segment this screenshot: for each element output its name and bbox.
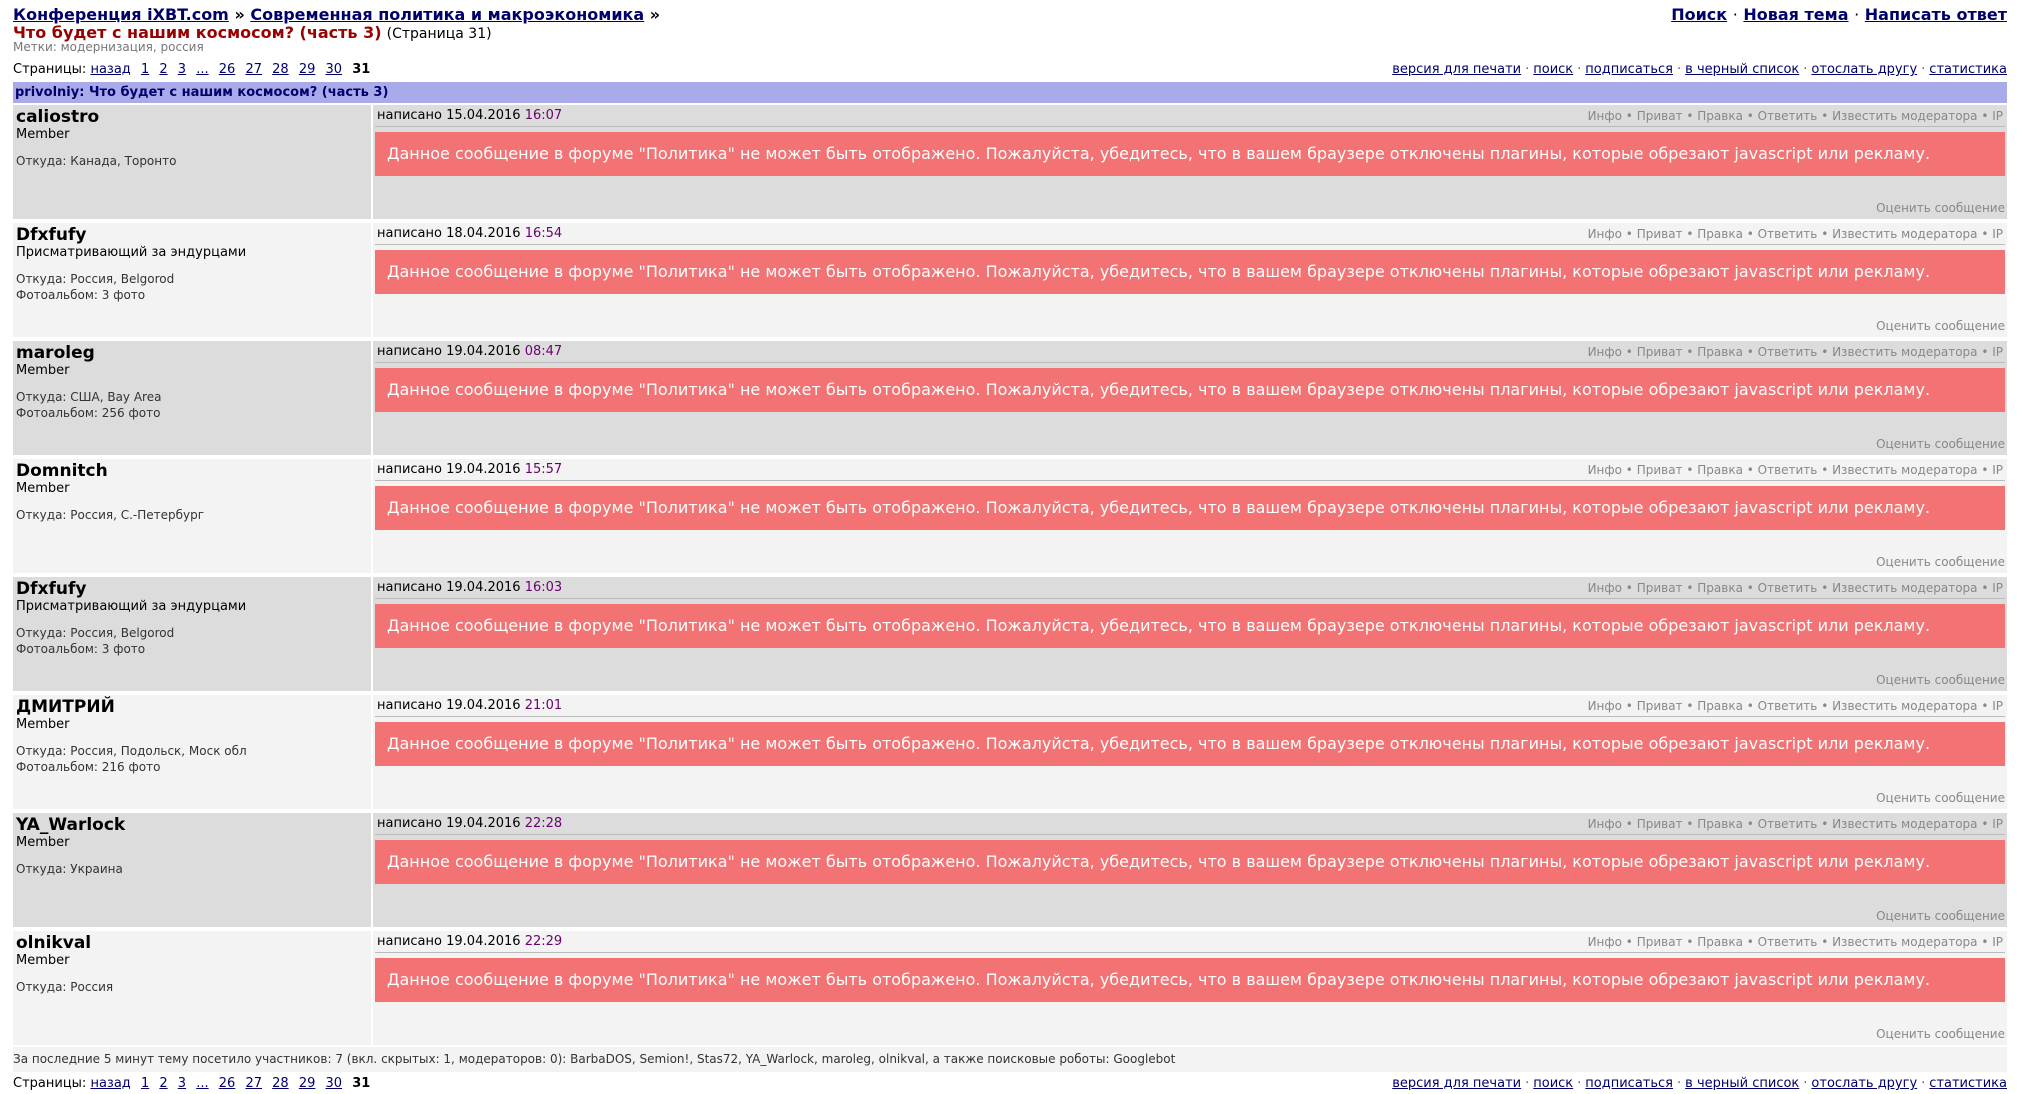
post-author [13,105,371,219]
pager-current-page: 31 [352,1076,371,1091]
author-name[interactable]: ДМИТРИЙ [16,697,115,717]
post [13,929,2007,1047]
blacklist-link[interactable]: в черный список [1685,1076,1800,1091]
post-meta [377,344,562,359]
blacklist-link[interactable]: в черный список [1685,62,1800,77]
rate-post-link[interactable]: Оценить сообщение [1876,201,2005,215]
pager-page-link[interactable]: 30 [325,1076,343,1091]
separator-dot: · [1577,1076,1582,1091]
author-name[interactable]: Dfxfufy [16,579,87,599]
pager-label: Страницы: [13,62,87,77]
author-rank: Member [16,481,70,496]
author-location: Откуда: Россия, С.-Петербург [16,508,205,522]
new-topic-link[interactable]: Новая тема [1743,5,1849,24]
author-rank: Member [16,953,70,968]
written-label: написано [377,462,442,477]
thread-header-bar: privolniy: Что будет с нашим космосом? (часть 3) [13,82,2007,103]
search-link[interactable]: Поиск [1671,5,1728,24]
breadcrumb-separator: » [649,5,661,24]
post-time: 15:57 [524,462,563,477]
post-date: 15.04.2016 [446,108,521,123]
pager [13,62,370,77]
post-tools[interactable]: Инфо • Приват • Правка • Ответить • Известить модератора • IP [1587,463,2003,477]
posts-list [13,103,2007,1047]
post-time: 16:54 [524,226,563,241]
blocked-message: Данное сообщение в форуме "Политика" не может быть отображено. Пожалуйста, убедитесь, что в вашем браузере отключены плагины, которые обрезают javascript или рекламу. [375,840,2005,884]
post-time: 08:47 [524,344,563,359]
pager-page-link[interactable]: 1 [140,1076,150,1091]
pager-row-bottom [13,1072,2007,1094]
author-location: Откуда: Украина [16,862,123,876]
post-time: 21:01 [524,698,563,713]
post [13,221,2007,339]
written-label: написано [377,934,442,949]
separator-dot: · [1921,1076,1926,1091]
forum-page [13,0,2007,1094]
pager-row-top [13,58,2007,80]
post-date: 19.04.2016 [446,344,521,359]
blocked-message: Данное сообщение в форуме "Политика" не может быть отображено. Пожалуйста, убедитесь, что в вашем браузере отключены плагины, которые обрезают javascript или рекламу. [375,250,2005,294]
print-version-link[interactable]: версия для печати [1392,62,1522,77]
post-body [373,459,2007,573]
post-author [13,813,371,927]
author-album[interactable]: Фотоальбом: 256 фото [16,406,161,420]
top-actions [1671,5,2007,24]
pager-label: Страницы: [13,1076,87,1091]
author-album[interactable]: Фотоальбом: 3 фото [16,288,146,302]
author-location: Откуда: Россия, Belgorod [16,272,175,286]
pager-ellipsis-link[interactable]: ... [196,1076,209,1091]
pager-back-link[interactable]: назад [90,62,131,77]
pager-page-link[interactable]: 2 [159,62,168,77]
subscribe-link[interactable]: подписаться [1585,62,1674,77]
rate-post-link[interactable]: Оценить сообщение [1876,437,2005,451]
post-body [373,577,2007,691]
post [13,457,2007,575]
post [13,339,2007,457]
post-body [373,695,2007,809]
post-meta [377,462,562,477]
thread-tags: Метки: модернизация, россия [13,40,204,54]
post-tools[interactable]: Инфо • Приват • Правка • Ответить • Известить модератора • IP [1587,581,2003,595]
send-to-friend-link[interactable]: отослать другу [1811,1076,1918,1091]
post-tools[interactable]: Инфо • Приват • Правка • Ответить • Известить модератора • IP [1587,699,2003,713]
blocked-message: Данное сообщение в форуме "Политика" не может быть отображено. Пожалуйста, убедитесь, что в вашем браузере отключены плагины, которые обрезают javascript или рекламу. [375,368,2005,412]
write-reply-link[interactable]: Написать ответ [1864,5,2007,24]
page-indicator: (Страница 31) [386,26,492,42]
author-rank: Member [16,835,70,850]
author-name[interactable]: Domnitch [16,461,108,481]
post [13,103,2007,221]
author-rank: Member [16,363,70,378]
post-meta [377,934,562,949]
post [13,575,2007,693]
post-tools[interactable]: Инфо • Приват • Правка • Ответить • Известить модератора • IP [1587,227,2003,241]
page-header [13,0,2007,58]
divider [375,480,2005,481]
post-author [13,577,371,691]
separator-dot: · [1921,62,1926,77]
author-name[interactable]: Dfxfufy [16,225,87,245]
author-rank: Member [16,127,70,142]
post-body [373,105,2007,219]
pager-page-link[interactable]: 28 [272,1076,289,1091]
post-body [373,813,2007,927]
rate-post-link[interactable]: Оценить сообщение [1876,319,2005,333]
author-album[interactable]: Фотоальбом: 216 фото [16,760,161,774]
pager-page-link[interactable]: 27 [245,62,262,77]
author-location: Откуда: Россия [16,980,114,994]
blocked-message: Данное сообщение в форуме "Политика" не может быть отображено. Пожалуйста, убедитесь, что в вашем браузере отключены плагины, которые обрезают javascript или рекламу. [375,132,2005,176]
written-label: написано [377,108,442,123]
pager-page-link[interactable]: 29 [298,62,316,77]
post-body [373,341,2007,455]
post-tools[interactable]: Инфо • Приват • Правка • Ответить • Известить модератора • IP [1587,345,2003,359]
post-tools[interactable]: Инфо • Приват • Правка • Ответить • Известить модератора • IP [1587,109,2003,123]
rate-post-link[interactable]: Оценить сообщение [1876,791,2005,805]
send-to-friend-link[interactable]: отослать другу [1811,62,1918,77]
written-label: написано [377,580,442,595]
written-label: написано [377,226,442,241]
blocked-message: Данное сообщение в форуме "Политика" не может быть отображено. Пожалуйста, убедитесь, что в вашем браузере отключены плагины, которые обрезают javascript или рекламу. [375,486,2005,530]
post-author [13,459,371,573]
divider [375,716,2005,717]
breadcrumb [13,5,660,24]
pager-current-page: 31 [352,62,371,77]
pager-ellipsis-link[interactable]: ... [196,62,209,77]
separator-dot: · [1803,62,1808,77]
pager-page-link[interactable]: 28 [272,62,289,77]
author-location: Откуда: Канада, Торонто [16,154,177,168]
pager-page-link[interactable]: 3 [177,1076,187,1091]
pager-page-link[interactable]: 26 [218,1076,236,1091]
pager-back-link[interactable]: назад [90,1076,131,1091]
post-author [13,341,371,455]
post-meta [377,816,562,831]
divider [375,598,2005,599]
author-album[interactable]: Фотоальбом: 3 фото [16,642,146,656]
author-rank: Присматривающий за эндурцами [16,245,247,260]
post-date: 19.04.2016 [446,698,521,713]
separator-dot: · [1803,1076,1808,1091]
post-author [13,931,371,1045]
author-location: Откуда: США, Bay Area [16,390,162,404]
author-location: Откуда: Россия, Belgorod [16,626,175,640]
breadcrumb-forum-link[interactable]: Конференция iXBT.com [13,5,229,24]
rate-post-link[interactable]: Оценить сообщение [1876,909,2005,923]
post [13,811,2007,929]
post-date: 18.04.2016 [446,226,521,241]
rate-post-link[interactable]: Оценить сообщение [1876,673,2005,687]
post-time: 16:03 [524,580,563,595]
pager-page-link[interactable]: 3 [177,62,187,77]
post-time: 22:29 [524,934,563,949]
separator-dot: · [1525,62,1530,77]
author-rank: Присматривающий за эндурцами [16,599,247,614]
divider [375,244,2005,245]
post-time: 22:28 [524,816,563,831]
pager-page-link[interactable]: 29 [298,1076,316,1091]
post [13,693,2007,811]
written-label: написано [377,344,442,359]
divider [375,834,2005,835]
post-date: 19.04.2016 [446,816,521,831]
pager-page-link[interactable]: 26 [218,62,236,77]
rate-post-link[interactable]: Оценить сообщение [1876,555,2005,569]
pager-page-link[interactable]: 1 [140,62,150,77]
post-meta [377,108,562,123]
post-date: 19.04.2016 [446,462,521,477]
pager-page-link[interactable]: 27 [245,1076,262,1091]
recent-visitors: За последние 5 минут тему посетило участников: 7 (вкл. скрытых: 1, модераторов: 0): BarbaDOS, Semion!, Stas72, YA_Warlock, maroleg, olnikval, а также поисковые роботы: Googlebot [13,1047,2007,1072]
breadcrumb-section-link[interactable]: Современная политика и макроэкономика [250,5,645,24]
divider [375,362,2005,363]
written-label: написано [377,698,442,713]
pager-page-link[interactable]: 30 [325,62,343,77]
post-meta [377,580,562,595]
author-name[interactable]: YA_Warlock [16,815,126,835]
author-rank: Member [16,717,70,732]
blocked-message: Данное сообщение в форуме "Политика" не может быть отображено. Пожалуйста, убедитесь, что в вашем браузере отключены плагины, которые обрезают javascript или рекламу. [375,958,2005,1002]
written-label: написано [377,816,442,831]
statistics-link[interactable]: статистика [1929,62,2007,77]
post-tools[interactable]: Инфо • Приват • Правка • Ответить • Известить модератора • IP [1587,817,2003,831]
post-date: 19.04.2016 [446,934,521,949]
separator-dot: · [1854,5,1860,24]
separator-dot: · [1732,5,1738,24]
separator-dot: · [1677,1076,1682,1091]
blocked-message: Данное сообщение в форуме "Политика" не может быть отображено. Пожалуйста, убедитесь, что в вашем браузере отключены плагины, которые обрезают javascript или рекламу. [375,604,2005,648]
post-meta [377,698,562,713]
author-name[interactable]: caliostro [16,107,100,127]
post-time: 16:07 [524,108,563,123]
thread-search-link[interactable]: поиск [1533,62,1574,77]
post-author [13,223,371,337]
statistics-link[interactable]: статистика [1929,1076,2007,1091]
separator-dot: · [1525,1076,1530,1091]
subscribe-link[interactable]: подписаться [1585,1076,1674,1091]
thread-links [1392,62,2007,77]
author-location: Откуда: Россия, Подольск, Моск обл [16,744,247,758]
print-version-link[interactable]: версия для печати [1392,1076,1522,1091]
rate-post-link[interactable]: Оценить сообщение [1876,1027,2005,1041]
pager-page-link[interactable]: 2 [159,1076,168,1091]
separator-dot: · [1677,62,1682,77]
divider [375,126,2005,127]
pager [13,1076,370,1091]
separator-dot: · [1577,62,1582,77]
breadcrumb-separator: » [234,5,245,24]
post-date: 19.04.2016 [446,580,521,595]
post-meta [377,226,562,241]
post-author [13,695,371,809]
post-body [373,223,2007,337]
thread-search-link[interactable]: поиск [1533,1076,1574,1091]
thread-links [1392,1076,2007,1091]
author-name[interactable]: olnikval [16,933,92,953]
thread-title: Что будет с нашим космосом? (часть 3) [13,23,382,42]
author-name[interactable]: maroleg [16,343,95,363]
post-tools[interactable]: Инфо • Приват • Правка • Ответить • Известить модератора • IP [1587,935,2003,949]
blocked-message: Данное сообщение в форуме "Политика" не может быть отображено. Пожалуйста, убедитесь, что в вашем браузере отключены плагины, которые обрезают javascript или рекламу. [375,722,2005,766]
post-body [373,931,2007,1045]
divider [375,952,2005,953]
